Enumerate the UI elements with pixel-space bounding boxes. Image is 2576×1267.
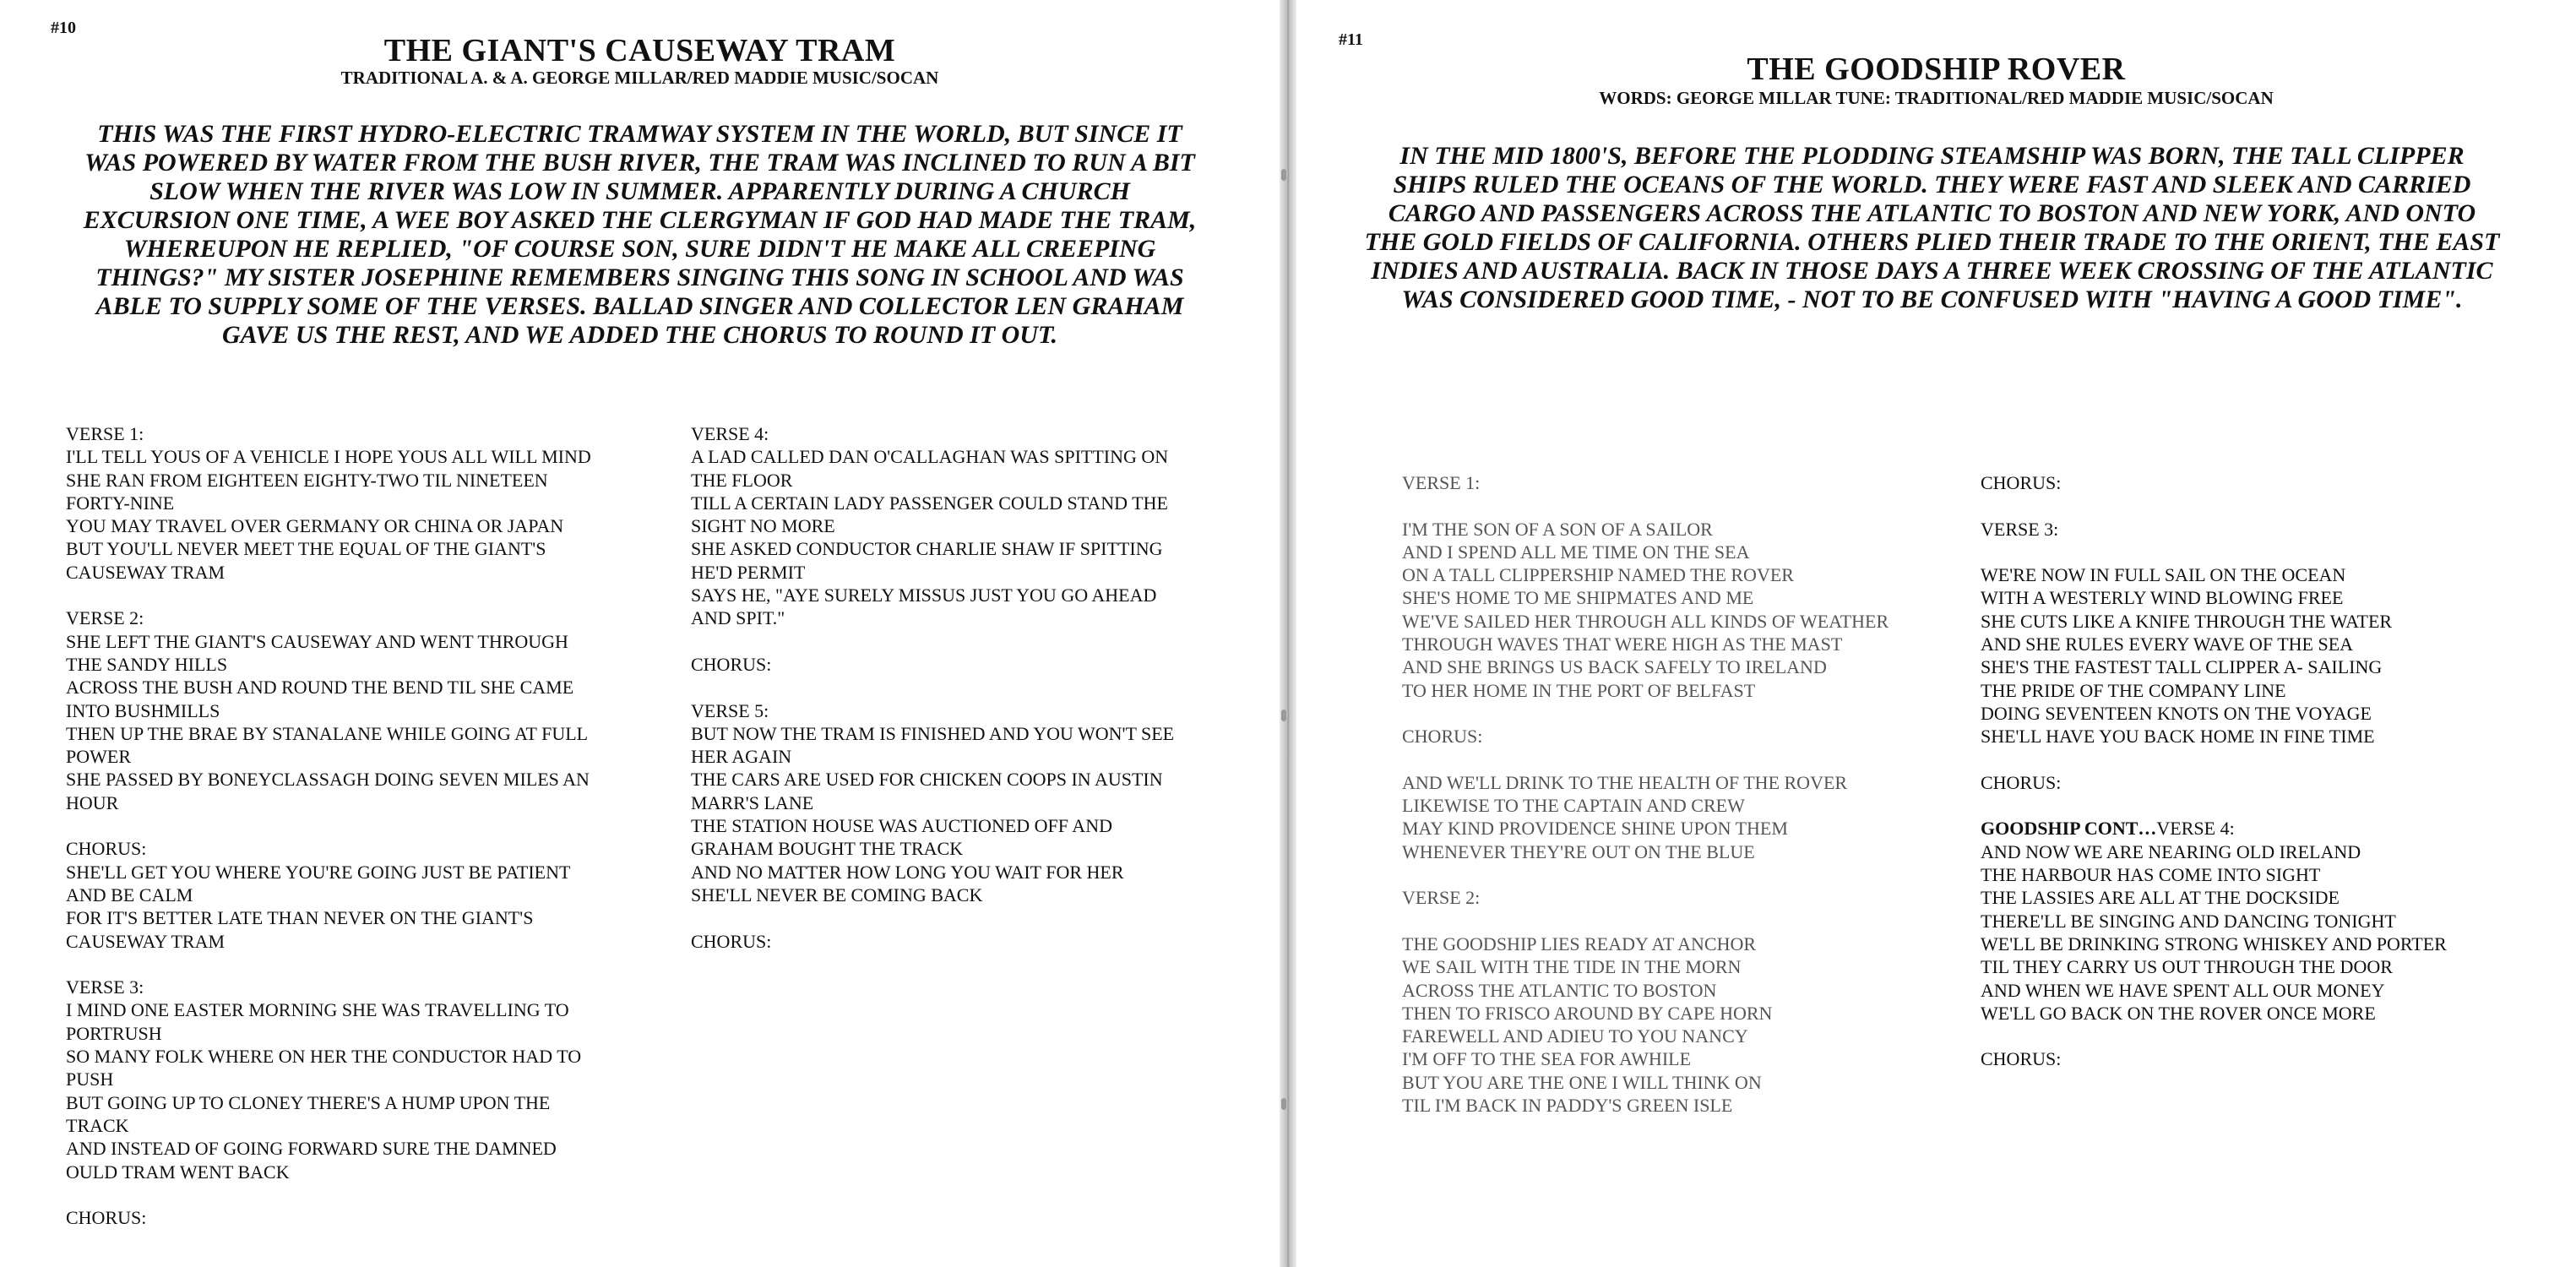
lyrics-column-1 <box>1402 471 1889 1117</box>
section-label: VERSE 5: <box>691 699 769 721</box>
lyric-line: AND WHEN WE HAVE SPENT ALL OUR MONEY <box>1981 979 2385 1001</box>
lyric-line: AND I SPEND ALL ME TIME ON THE SEA <box>1402 541 1750 563</box>
lyric-line: WHENEVER THEY'RE OUT ON THE BLUE <box>1402 840 1755 862</box>
lyric-line: BUT YOU'LL NEVER MEET THE EQUAL OF THE GIANT'S <box>66 538 546 560</box>
lyric-line: I MIND ONE EASTER MORNING SHE WAS TRAVELLING TO <box>66 999 569 1021</box>
lyric-line: TILL A CERTAIN LADY PASSENGER COULD STAND THE <box>691 492 1168 514</box>
intro-line: ABLE TO SUPPLY SOME OF THE VERSES. BALLAD SINGER AND COLLECTOR LEN GRAHAM <box>95 292 1184 320</box>
spine-mark <box>1281 1098 1286 1110</box>
lyric-line: THE GOODSHIP LIES READY AT ANCHOR <box>1402 933 1757 954</box>
lyric-line <box>691 630 1174 653</box>
lyric-line <box>66 953 591 976</box>
lyric-line: WE SAIL WITH THE TIDE IN THE MORN <box>1402 956 1742 978</box>
lyric-line <box>1981 494 2447 517</box>
lyric-line <box>1402 910 1889 933</box>
lyric-line: SHE'LL GET YOU WHERE YOU'RE GOING JUST BE PATIENT <box>66 861 571 883</box>
continuation-line <box>1981 817 2447 840</box>
lyric-line <box>1981 794 2447 817</box>
intro-line: INDIES AND AUSTRALIA. BACK IN THOSE DAYS A THREE WEEK CROSSING OF THE ATLANTIC <box>1371 257 2493 285</box>
lyric-line: THERE'LL BE SINGING AND DANCING TONIGHT <box>1981 910 2396 932</box>
track-number: #11 <box>1339 30 1363 49</box>
spine-mark <box>1281 710 1286 721</box>
intro-line: EXCURSION ONE TIME, A WEE BOY ASKED THE CLERGYMAN IF GOD HAD MADE THE TRAM, <box>83 206 1197 234</box>
lyrics-column-1 <box>66 422 591 1229</box>
lyric-line: SHE'S THE FASTEST TALL CLIPPER A- SAILING <box>1981 656 2383 678</box>
lyric-line: SIGHT NO MORE <box>691 515 835 537</box>
lyric-line: LIKEWISE TO THE CAPTAIN AND CREW <box>1402 795 1745 817</box>
lyric-line: SHE RAN FROM EIGHTEEN EIGHTY-TWO TIL NINETEEN <box>66 469 548 491</box>
lyric-line: TIL I'M BACK IN PADDY'S GREEN ISLE <box>1402 1095 1733 1117</box>
lyric-line: FOR IT'S BETTER LATE THAN NEVER ON THE GIANT'S <box>66 907 534 929</box>
section-label: CHORUS: <box>66 1207 147 1229</box>
lyric-line: WE'LL BE DRINKING STRONG WHISKEY AND PORTER <box>1981 933 2447 954</box>
song-intro <box>1330 142 2534 314</box>
section-label: VERSE 1: <box>66 423 144 444</box>
section-label: VERSE 4: <box>691 423 769 444</box>
section-label: VERSE 2: <box>66 607 144 629</box>
lyric-line: SHE'LL NEVER BE COMING BACK <box>691 884 983 905</box>
song-credits: TRADITIONAL A. & A. GEORGE MILLAR/RED MADDIE MUSIC/SOCAN <box>340 68 939 88</box>
lyric-line: GRAHAM BOUGHT THE TRACK <box>691 838 964 860</box>
lyric-line: AND SHE BRINGS US BACK SAFELY TO IRELAND <box>1402 656 1827 678</box>
lyric-line <box>1402 748 1889 771</box>
book-gutter <box>1280 0 1296 1267</box>
intro-line: WAS CONSIDERED GOOD TIME, - NOT TO BE CONFUSED WITH "HAVING A GOOD TIME". <box>1401 285 2463 313</box>
intro-line: THIS WAS THE FIRST HYDRO-ELECTRIC TRAMWAY SYSTEM IN THE WORLD, BUT SINCE IT <box>97 120 1182 148</box>
lyric-line: FAREWELL AND ADIEU TO YOU NANCY <box>1402 1025 1748 1047</box>
lyric-line <box>1981 1025 2447 1047</box>
lyric-line <box>66 814 591 837</box>
lyric-line: THE STATION HOUSE WAS AUCTIONED OFF AND <box>691 815 1112 837</box>
lyric-line: SHE PASSED BY BONEYCLASSAGH DOING SEVEN MILES AN <box>66 769 590 791</box>
intro-line: GAVE US THE REST, AND WE ADDED THE CHORUS TO ROUND IT OUT. <box>221 321 1058 349</box>
song-credits: WORDS: GEORGE MILLAR TUNE: TRADITIONAL/RED MADDIE MUSIC/SOCAN <box>1599 88 2274 108</box>
lyric-line: AND NO MATTER HOW LONG YOU WAIT FOR HER <box>691 861 1124 883</box>
lyric-line <box>1981 541 2447 563</box>
lyric-line: SHE LEFT THE GIANT'S CAUSEWAY AND WENT THROUGH <box>66 630 568 652</box>
song-title: THE GOODSHIP ROVER <box>1747 52 2126 87</box>
lyric-line: HE'D PERMIT <box>691 561 806 583</box>
lyric-line: SHE'S HOME TO ME SHIPMATES AND ME <box>1402 587 1754 609</box>
lyric-line: INTO BUSHMILLS <box>66 699 220 721</box>
lyric-line: THROUGH WAVES THAT WERE HIGH AS THE MAST <box>1402 634 1843 655</box>
lyric-line: I'M OFF TO THE SEA FOR AWHILE <box>1402 1048 1692 1070</box>
lyric-line: BUT YOU ARE THE ONE I WILL THINK ON <box>1402 1071 1762 1093</box>
lyric-line <box>1402 863 1889 886</box>
section-label: CHORUS: <box>691 930 772 952</box>
lyric-line: WE'VE SAILED HER THROUGH ALL KINDS OF WEATHER <box>1402 610 1889 632</box>
lyric-line: THE FLOOR <box>691 469 793 491</box>
lyric-line: SO MANY FOLK WHERE ON HER THE CONDUCTOR HAD TO <box>66 1046 582 1068</box>
section-label: VERSE 3: <box>66 976 144 998</box>
lyric-line: MAY KIND PROVIDENCE SHINE UPON THEM <box>1402 818 1788 840</box>
section-label: VERSE 2: <box>1402 887 1481 909</box>
lyric-line: WE'LL GO BACK ON THE ROVER ONCE MORE <box>1981 1002 2376 1024</box>
intro-line: SLOW WHEN THE RIVER WAS LOW IN SUMMER. APPARENTLY DURING A CHURCH <box>149 177 1130 205</box>
lyric-line: MARR'S LANE <box>691 791 814 813</box>
lyric-line: A LAD CALLED DAN O'CALLAGHAN WAS SPITTING ON <box>691 446 1169 468</box>
intro-line: SHIPS RULED THE OCEANS OF THE WORLD. THEY WERE FAST AND SLEEK AND CARRIED <box>1393 171 2471 198</box>
lyric-line: CAUSEWAY TRAM <box>66 561 226 583</box>
section-label: CHORUS: <box>1981 771 2062 793</box>
lyric-line: I'M THE SON OF A SON OF A SAILOR <box>1402 518 1713 540</box>
lyric-line: SAYS HE, "AYE SURELY MISSUS JUST YOU GO AHEAD <box>691 585 1157 606</box>
lyric-line: FORTY-NINE <box>66 492 175 514</box>
lyrics-column-2 <box>691 422 1174 953</box>
lyric-line <box>691 906 1174 929</box>
lyric-line: OULD TRAM WENT BACK <box>66 1161 290 1183</box>
lyric-line: SHE CUTS LIKE A KNIFE THROUGH THE WATER <box>1981 610 2393 632</box>
lyric-line: DOING SEVENTEEN KNOTS ON THE VOYAGE <box>1981 702 2372 724</box>
left-page <box>0 0 1280 1267</box>
spine-mark <box>1281 169 1286 181</box>
lyrics-column-2 <box>1981 471 2447 1071</box>
lyric-line: THEN TO FRISCO AROUND BY CAPE HORN <box>1402 1002 1773 1024</box>
lyric-line: THE CARS ARE USED FOR CHICKEN COOPS IN AUSTIN <box>691 769 1163 791</box>
lyric-line: TO HER HOME IN THE PORT OF BELFAST <box>1402 679 1756 701</box>
track-number: #10 <box>51 19 76 37</box>
lyric-line: POWER <box>66 746 131 768</box>
intro-line: WAS POWERED BY WATER FROM THE BUSH RIVER, THE TRAM WAS INCLINED TO RUN A BIT <box>84 149 1195 177</box>
intro-line: THE GOLD FIELDS OF CALIFORNIA. OTHERS PLIED THEIR TRADE TO THE ORIENT, THE EAST <box>1364 228 2500 256</box>
lyric-line: AND BE CALM <box>66 884 193 905</box>
lyric-line <box>66 1183 591 1206</box>
lyric-line: AND WE'LL DRINK TO THE HEALTH OF THE ROVER <box>1402 771 1848 793</box>
lyric-line: AND NOW WE ARE NEARING OLD IRELAND <box>1981 840 2361 862</box>
lyric-line: AND SPIT." <box>691 607 785 629</box>
lyric-line <box>1402 702 1889 725</box>
lyric-line: ACROSS THE ATLANTIC TO BOSTON <box>1402 979 1717 1001</box>
intro-line: CARGO AND PASSENGERS ACROSS THE ATLANTIC TO BOSTON AND NEW YORK, AND ONTO <box>1388 199 2476 227</box>
lyric-line: PORTRUSH <box>66 1022 162 1044</box>
verse-label: VERSE 4: <box>2156 818 2235 840</box>
continuation-label: GOODSHIP CONT… <box>1981 818 2157 840</box>
lyric-line: BUT NOW THE TRAM IS FINISHED AND YOU WON'T SEE <box>691 722 1175 744</box>
lyric-line: TIL THEY CARRY US OUT THROUGH THE DOOR <box>1981 956 2393 978</box>
lyric-line <box>1402 494 1889 517</box>
lyric-line: THE LASSIES ARE ALL AT THE DOCKSIDE <box>1981 887 2340 909</box>
lyric-line: PUSH <box>66 1069 114 1090</box>
section-label: CHORUS: <box>1981 472 2062 493</box>
section-label: CHORUS: <box>66 838 147 860</box>
lyric-line: THEN UP THE BRAE BY STANALANE WHILE GOING AT FULL <box>66 722 589 744</box>
song-intro <box>51 120 1229 350</box>
lyric-line: HOUR <box>66 791 119 813</box>
right-page <box>1296 0 2576 1267</box>
lyric-line: THE SANDY HILLS <box>66 653 228 675</box>
lyric-line: HER AGAIN <box>691 746 792 768</box>
lyric-line: TRACK <box>66 1114 129 1136</box>
intro-line: THINGS?" MY SISTER JOSEPHINE REMEMBERS SINGING THIS SONG IN SCHOOL AND WAS <box>95 264 1184 291</box>
lyric-line: ON A TALL CLIPPERSHIP NAMED THE ROVER <box>1402 564 1794 586</box>
intro-line: IN THE MID 1800'S, BEFORE THE PLODDING STEAMSHIP WAS BORN, THE TALL CLIPPER <box>1399 142 2465 170</box>
lyric-line: BUT GOING UP TO CLONEY THERE'S A HUMP UPON THE <box>66 1091 551 1113</box>
lyric-line: SHE'LL HAVE YOU BACK HOME IN FINE TIME <box>1981 726 2375 748</box>
lyric-line: SHE ASKED CONDUCTOR CHARLIE SHAW IF SPITTING <box>691 538 1163 560</box>
lyric-line: YOU MAY TRAVEL OVER GERMANY OR CHINA OR JAPAN <box>66 515 564 537</box>
lyric-line: AND INSTEAD OF GOING FORWARD SURE THE DAMNED <box>66 1138 557 1160</box>
lyric-line <box>1981 748 2447 771</box>
lyric-line <box>66 584 591 606</box>
section-label: CHORUS: <box>1402 726 1483 748</box>
section-label: CHORUS: <box>1981 1048 2062 1070</box>
lyric-line: WE'RE NOW IN FULL SAIL ON THE OCEAN <box>1981 564 2346 586</box>
song-title: THE GIANT'S CAUSEWAY TRAM <box>383 33 896 68</box>
section-label: VERSE 3: <box>1981 518 2059 540</box>
lyric-line: ACROSS THE BUSH AND ROUND THE BEND TIL SHE CAME <box>66 677 574 699</box>
section-label: VERSE 1: <box>1402 472 1481 493</box>
section-label: CHORUS: <box>691 653 772 675</box>
lyric-line: AND SHE RULES EVERY WAVE OF THE SEA <box>1981 634 2354 655</box>
lyric-line: THE PRIDE OF THE COMPANY LINE <box>1981 679 2286 701</box>
lyric-line: WITH A WESTERLY WIND BLOWING FREE <box>1981 587 2344 609</box>
lyric-line: I'LL TELL YOUS OF A VEHICLE I HOPE YOUS ALL WILL MIND <box>66 446 591 468</box>
lyric-line <box>691 676 1174 699</box>
intro-line: WHEREUPON HE REPLIED, "OF COURSE SON, SURE DIDN'T HE MAKE ALL CREEPING <box>123 235 1156 263</box>
lyric-line: THE HARBOUR HAS COME INTO SIGHT <box>1981 864 2321 886</box>
lyric-line: CAUSEWAY TRAM <box>66 930 226 952</box>
